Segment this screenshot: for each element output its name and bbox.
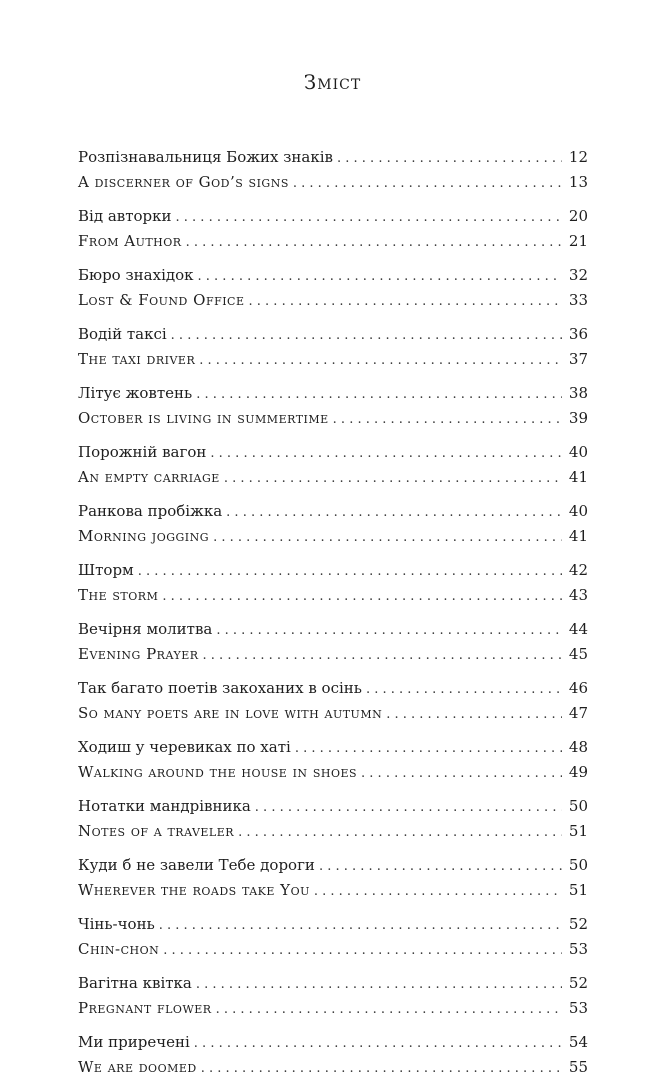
toc-page-number: 13: [568, 173, 588, 191]
toc-page-number: 45: [568, 645, 588, 663]
dot-leader: [199, 348, 562, 373]
toc-entry-en[interactable]: [78, 288, 588, 313]
toc-page-number: 39: [568, 409, 588, 427]
toc-entry-en[interactable]: [78, 878, 588, 903]
toc-page-number: 37: [568, 350, 588, 368]
toc-page-number: 46: [568, 679, 588, 697]
dot-leader: [216, 618, 562, 643]
toc-page-number: 49: [568, 763, 588, 781]
toc-entry-group: [78, 204, 588, 254]
toc-entry-title: A discerner of God’s signs: [78, 173, 289, 191]
toc-entry-title: So many poets are in love with autumn: [78, 704, 383, 722]
toc-page-number: 53: [568, 999, 588, 1017]
toc-entry-title: October is living in summertime: [78, 409, 329, 427]
toc-page-number: 54: [568, 1033, 588, 1051]
dot-leader: [295, 736, 562, 761]
dot-leader: [210, 441, 562, 466]
toc-entry-title: Walking around the house in shoes: [78, 763, 358, 781]
toc-entry-en[interactable]: [78, 937, 588, 962]
dot-leader: [163, 938, 562, 963]
toc-entry-title: Lost & Found Office: [78, 291, 245, 309]
dot-leader: [196, 382, 562, 407]
toc-entry-ua[interactable]: [78, 440, 588, 465]
toc-entry-title: Від авторки: [78, 207, 172, 225]
dot-leader: [238, 820, 562, 845]
toc-entry-ua[interactable]: [78, 617, 588, 642]
toc-entry-title: Notes of a traveler: [78, 822, 235, 840]
toc-page-number: 32: [568, 266, 588, 284]
toc-entry-ua[interactable]: [78, 912, 588, 937]
toc-entry-group: [78, 322, 588, 372]
toc-entry-en[interactable]: [78, 406, 588, 431]
dot-leader: [194, 1031, 562, 1056]
toc-entry-title: We are doomed: [78, 1058, 197, 1076]
toc-entry-title: From Author: [78, 232, 182, 250]
toc-page-number: 20: [568, 207, 588, 225]
toc-entry-ua[interactable]: [78, 971, 588, 996]
toc-entry-en[interactable]: [78, 1055, 588, 1080]
toc-entry-title: Куди б не завели Тебе дороги: [78, 856, 315, 874]
toc-entry-title: Так багато поетів закоханих в осінь: [78, 679, 362, 697]
toc-page-number: 41: [568, 527, 588, 545]
toc-page-number: 40: [568, 502, 588, 520]
toc-entry-ua[interactable]: [78, 145, 588, 170]
toc-entry-title: Розпізнавальниця Божих знаків: [78, 148, 333, 166]
dot-leader: [196, 972, 562, 997]
toc-entry-group: [78, 145, 588, 195]
toc-page-number: 42: [568, 561, 588, 579]
dot-leader: [216, 997, 562, 1022]
dot-leader: [319, 854, 562, 879]
toc-entry-group: [78, 794, 588, 844]
dot-leader: [333, 407, 562, 432]
toc-entry-group: [78, 912, 588, 962]
toc-entry-title: Шторм: [78, 561, 134, 579]
toc-entry-ua[interactable]: [78, 499, 588, 524]
toc-entry-ua[interactable]: [78, 381, 588, 406]
toc-entry-title: The storm: [78, 586, 159, 604]
page-title: Зміст: [303, 70, 362, 94]
toc-entry-title: The taxi driver: [78, 350, 196, 368]
toc-entry-ua[interactable]: [78, 735, 588, 760]
toc-page-number: 48: [568, 738, 588, 756]
table-of-contents: [78, 145, 588, 1089]
toc-page-number: 53: [568, 940, 588, 958]
toc-entry-title: Morning jogging: [78, 527, 210, 545]
toc-entry-title: Вагітна квітка: [78, 974, 192, 992]
toc-entry-title: Порожній вагон: [78, 443, 207, 461]
toc-page-number: 55: [568, 1058, 588, 1076]
toc-entry-title: Бюро знахідок: [78, 266, 194, 284]
toc-entry-ua[interactable]: [78, 204, 588, 229]
toc-entry-en[interactable]: [78, 701, 588, 726]
dot-leader: [186, 230, 562, 255]
toc-entry-title: Ми приречені: [78, 1033, 190, 1051]
toc-entry-title: Chin-chon: [78, 940, 160, 958]
toc-page-number: 52: [568, 974, 588, 992]
toc-entry-ua[interactable]: [78, 676, 588, 701]
toc-page-number: 36: [568, 325, 588, 343]
toc-entry-ua[interactable]: [78, 322, 588, 347]
toc-entry-group: [78, 381, 588, 431]
toc-entry-title: Чінь-чонь: [78, 915, 155, 933]
dot-leader: [213, 525, 562, 550]
toc-entry-title: Вечірня молитва: [78, 620, 213, 638]
toc-page-number: 12: [568, 148, 588, 166]
toc-entry-group: [78, 263, 588, 313]
dot-leader: [249, 289, 562, 314]
toc-page-number: 43: [568, 586, 588, 604]
dot-leader: [386, 702, 562, 727]
toc-entry-group: [78, 735, 588, 785]
toc-entry-group: [78, 499, 588, 549]
dot-leader: [203, 643, 562, 668]
dot-leader: [337, 146, 562, 171]
toc-entry-title: Водій таксі: [78, 325, 167, 343]
toc-entry-group: [78, 558, 588, 608]
dot-leader: [198, 264, 562, 289]
toc-entry-title: Pregnant flower: [78, 999, 212, 1017]
toc-entry-ua[interactable]: [78, 853, 588, 878]
toc-entry-title: Ранкова пробіжка: [78, 502, 223, 520]
toc-entry-title: Ходиш у черевиках по хаті: [78, 738, 291, 756]
toc-entry-group: [78, 676, 588, 726]
toc-page-number: 51: [568, 822, 588, 840]
dot-leader: [361, 761, 562, 786]
toc-entry-title: An empty carriage: [78, 468, 220, 486]
toc-page-number: 33: [568, 291, 588, 309]
toc-entry-title: Evening Prayer: [78, 645, 199, 663]
toc-entry-title: Wherever the roads take You: [78, 881, 310, 899]
toc-entry-group: [78, 853, 588, 903]
toc-page-number: 38: [568, 384, 588, 402]
toc-entry-title: Нотатки мандрівника: [78, 797, 251, 815]
toc-page-number: 51: [568, 881, 588, 899]
dot-leader: [162, 584, 562, 609]
toc-entry-en[interactable]: [78, 996, 588, 1021]
toc-entry-ua[interactable]: [78, 1030, 588, 1055]
dot-leader: [366, 677, 562, 702]
dot-leader: [226, 500, 562, 525]
toc-entry-group: [78, 1030, 588, 1080]
toc-entry-group: [78, 971, 588, 1021]
toc-entry-en[interactable]: [78, 347, 588, 372]
toc-page-number: 41: [568, 468, 588, 486]
toc-entry-ua[interactable]: [78, 558, 588, 583]
toc-page-number: 44: [568, 620, 588, 638]
toc-entry-ua[interactable]: [78, 263, 588, 288]
toc-page-number: 40: [568, 443, 588, 461]
toc-entry-group: [78, 440, 588, 490]
toc-entry-title: Літує жовтень: [78, 384, 193, 402]
toc-entry-en[interactable]: [78, 524, 588, 549]
toc-page-number: 50: [568, 797, 588, 815]
dot-leader: [171, 323, 562, 348]
dot-leader: [255, 795, 562, 820]
dot-leader: [201, 1056, 562, 1081]
toc-entry-en[interactable]: [78, 229, 588, 254]
toc-page-number: 50: [568, 856, 588, 874]
dot-leader: [159, 913, 562, 938]
dot-leader: [314, 879, 562, 904]
toc-page-number: 47: [568, 704, 588, 722]
toc-entry-en[interactable]: [78, 642, 588, 667]
dot-leader: [293, 171, 562, 196]
dot-leader: [224, 466, 562, 491]
toc-entry-en[interactable]: [78, 170, 588, 195]
toc-entry-en[interactable]: [78, 760, 588, 785]
toc-page-number: 21: [568, 232, 588, 250]
dot-leader: [176, 205, 562, 230]
dot-leader: [138, 559, 562, 584]
toc-entry-en[interactable]: [78, 465, 588, 490]
toc-page-number: 52: [568, 915, 588, 933]
toc-entry-en[interactable]: [78, 819, 588, 844]
toc-entry-group: [78, 617, 588, 667]
toc-entry-en[interactable]: [78, 583, 588, 608]
toc-entry-ua[interactable]: [78, 794, 588, 819]
